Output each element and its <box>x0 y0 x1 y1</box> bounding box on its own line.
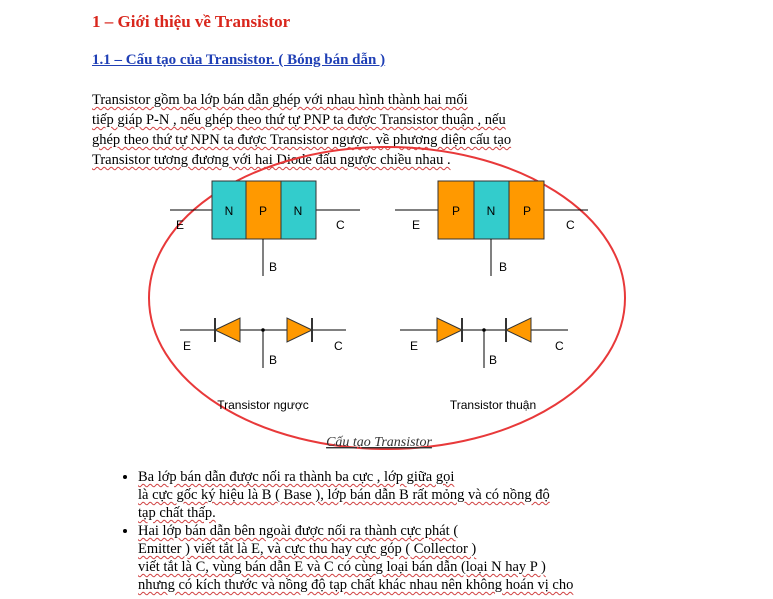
diode-symbol <box>437 318 462 342</box>
section-heading: 1 – Giới thiệu về Transistor <box>92 12 291 31</box>
npn-base-label: B <box>269 260 278 274</box>
bullet-line: tạp chất thấp. <box>138 505 216 521</box>
diode-symbol <box>287 318 312 342</box>
npn-layer-label: N <box>293 204 303 218</box>
npn-diode-collector-label: C <box>334 339 343 353</box>
npn-block <box>170 181 360 276</box>
list-item <box>138 468 698 522</box>
pnp-base-label: B <box>499 260 508 274</box>
pnp-block <box>395 181 588 276</box>
npn-collector-label: C <box>336 218 345 232</box>
bullet-line: là cực gốc ký hiệu là B ( Base ), lớp bán dẫn B rất mỏng và có nồng độ <box>138 487 550 503</box>
npn-layer-label: N <box>224 204 234 218</box>
figure-caption: Cấu tạo Transistor <box>326 435 432 450</box>
intro-line: ghép theo thứ tự NPN ta được Transistor ngược. về phương diện cấu tạo <box>92 132 512 148</box>
pnp-emitter-label: E <box>412 218 421 232</box>
transistor-structure-figure <box>0 140 773 460</box>
bullet-list <box>108 468 698 594</box>
npn-diode-equivalent <box>180 318 346 412</box>
bullet-line: nhưng có kích thước và nồng độ tạp chất khác nhau nên không hoán vị cho <box>138 577 574 593</box>
npn-caption: Transistor ngược <box>217 398 309 412</box>
pnp-layer-label: N <box>486 204 496 218</box>
pnp-diode-equivalent <box>400 318 568 412</box>
diode-symbol <box>215 318 240 342</box>
diode-symbol <box>506 318 531 342</box>
pnp-diode-base-label: B <box>489 353 498 367</box>
npn-diode-base-label: B <box>269 353 278 367</box>
npn-diode-emitter-label: E <box>183 339 192 353</box>
intro-line: Transistor gồm ba lớp bán dẫn ghép với nhau hình thành hai mối <box>92 92 468 108</box>
pnp-diode-emitter-label: E <box>410 339 419 353</box>
pnp-collector-label: C <box>566 218 575 232</box>
bullet-line: • Hai lớp bán dẫn bên ngoài được nối ra thành cực phát ( <box>138 523 459 539</box>
subsection-heading: 1.1 – Cấu tạo của Transistor. ( Bóng bán dẫn ) <box>92 52 386 68</box>
npn-layer-label: P <box>258 204 268 218</box>
pnp-layer-label: P <box>451 204 461 218</box>
bullet-line: Emitter ) viết tắt là E, và cực thu hay cực góp ( Collector ) <box>138 541 477 557</box>
pnp-diode-collector-label: C <box>555 339 564 353</box>
intro-line: Transistor tương đương với hai Diode đấu ngược chiều nhau . <box>92 152 451 168</box>
bullet-line: • Ba lớp bán dẫn được nối ra thành ba cực , lớp giữa gọi <box>138 469 455 485</box>
list-item <box>138 522 698 594</box>
intro-line: tiếp giáp P-N , nếu ghép theo thứ tự PNP ta được Transistor thuận , nếu <box>92 112 506 128</box>
pnp-caption: Transistor thuận <box>449 398 537 412</box>
bullet-line: viết tắt là C, vùng bán dẫn E và C có cùng loại bán dẫn (loại N hay P ) <box>138 559 546 575</box>
npn-emitter-label: E <box>176 218 185 232</box>
pnp-layer-label: P <box>522 204 532 218</box>
